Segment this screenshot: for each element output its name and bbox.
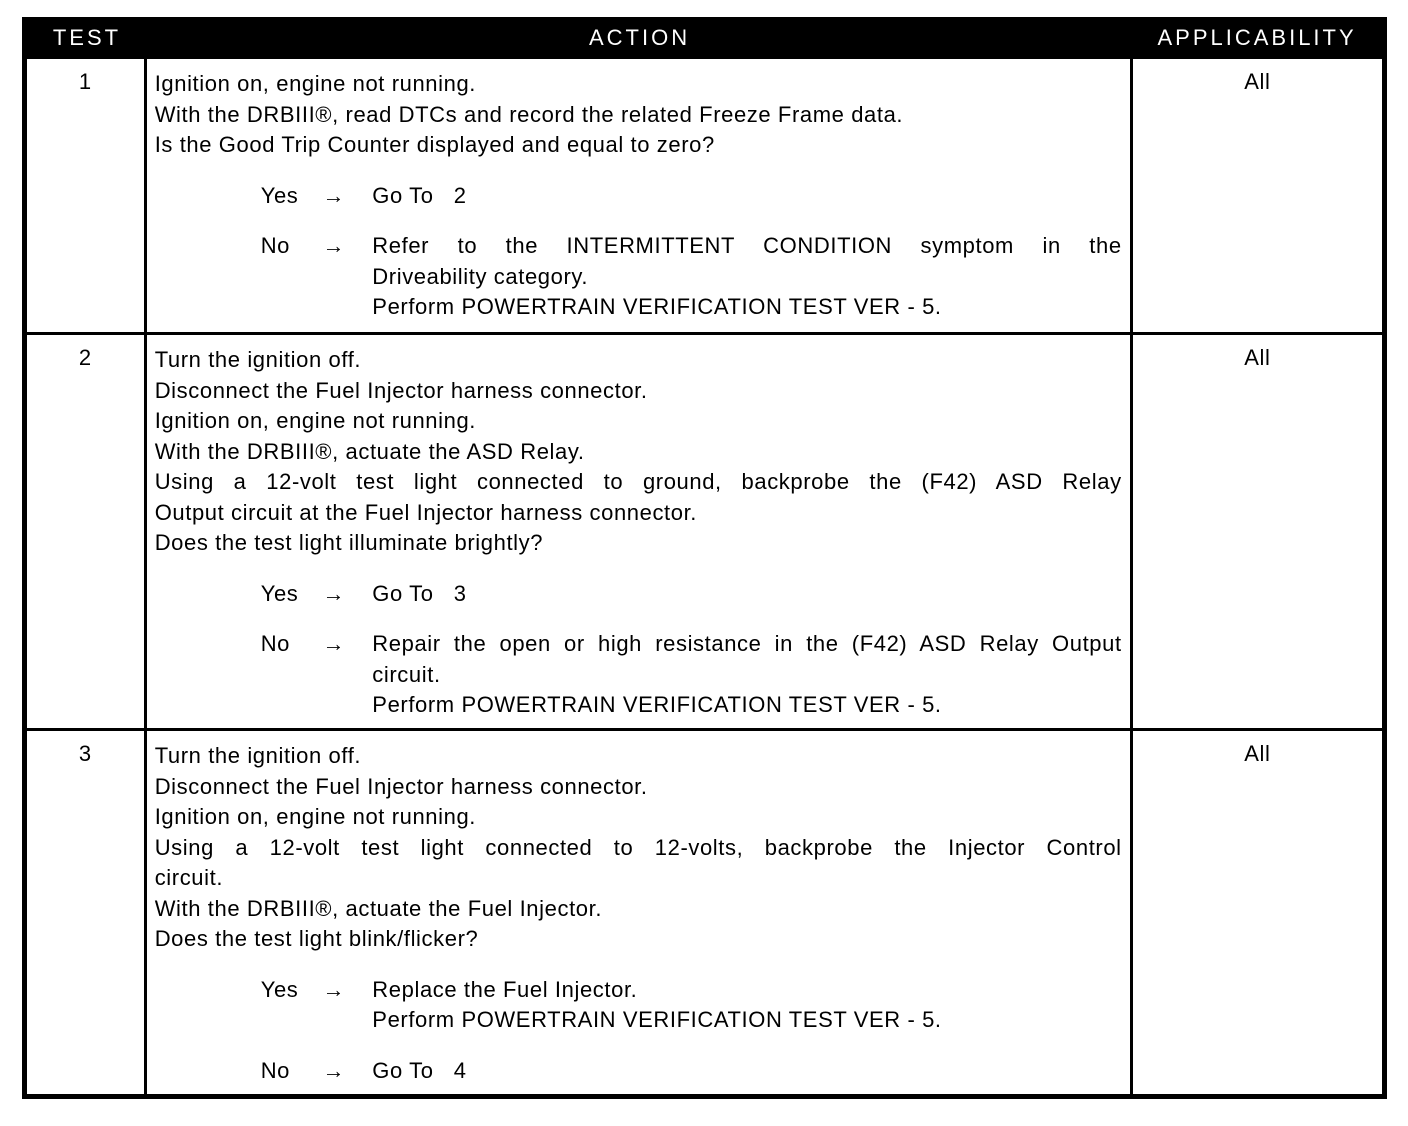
action-line: Does the test light blink/flicker? [154, 926, 479, 951]
action-line: Disconnect the Fuel Injector harness connector. [154, 377, 648, 403]
action-line: Disconnect the Fuel Injector harness connector. [154, 773, 648, 799]
applicability-value: All [1244, 69, 1271, 94]
no-answer [155, 629, 1122, 721]
yes-label: Yes [260, 976, 299, 1002]
action-cell [147, 731, 1133, 1094]
no-label: No [260, 631, 291, 656]
test-number: 3 [27, 731, 147, 1094]
table-header [27, 17, 1382, 59]
action-line: With the DRBIII®, read DTCs and record the related Freeze Frame data. [154, 101, 904, 127]
no-answer [155, 1056, 1122, 1087]
arrow-icon: → [322, 580, 346, 606]
action-cell [147, 335, 1133, 728]
action-cell [147, 59, 1133, 332]
arrow-icon: → [322, 233, 346, 258]
action-line: Output circuit at the Fuel Injector harness connector. [154, 499, 698, 525]
yes-answer [155, 975, 1122, 1036]
action-line: Using a 12-volt test light connected to ground, backprobe the (F42) ASD Relay [154, 469, 1122, 494]
action-line: Turn the ignition off. [154, 347, 362, 372]
no-result: Go To 4 [372, 1057, 467, 1083]
action-line: With the DRBIII®, actuate the ASD Relay. [154, 438, 585, 464]
yes-result: Replace the Fuel Injector. [372, 976, 638, 1002]
action-line: Does the test light illuminate brightly? [154, 530, 544, 555]
action-line: circuit. [154, 865, 224, 890]
arrow-icon: → [322, 631, 346, 656]
action-line: With the DRBIII®, actuate the Fuel Injector. [154, 895, 603, 921]
header-action: ACTION [588, 25, 691, 50]
test-number: 1 [27, 59, 147, 332]
table-row [27, 728, 1382, 1094]
table-row [27, 59, 1382, 332]
yes-answer [155, 181, 1122, 212]
no-label: No [260, 233, 291, 258]
yes-result: Go To 3 [372, 580, 467, 606]
arrow-icon: → [322, 1057, 346, 1083]
no-result: Repair the open or high resistance in the (F42) ASD Relay Output [372, 631, 1122, 656]
action-line: Is the Good Trip Counter displayed and equal to zero? [154, 132, 715, 157]
arrow-icon: → [322, 182, 346, 208]
action-line: Turn the ignition off. [154, 743, 362, 768]
header-test: TEST [52, 25, 122, 50]
yes-label: Yes [260, 182, 299, 208]
no-result: Perform POWERTRAIN VERIFICATION TEST VER - 5. [372, 692, 942, 717]
no-result: Driveability category. [372, 263, 589, 289]
no-result: Perform POWERTRAIN VERIFICATION TEST VER - 5. [372, 294, 942, 319]
no-result: circuit. [372, 661, 441, 687]
applicability-value: All [1244, 345, 1271, 370]
test-number: 2 [27, 335, 147, 728]
yes-label: Yes [260, 580, 299, 606]
action-line: Using a 12-volt test light connected to 12-volts, backprobe the Injector Control [154, 834, 1122, 860]
action-line: Ignition on, engine not running. [154, 804, 477, 829]
diagnostic-test-table [22, 17, 1387, 1099]
yes-result: Perform POWERTRAIN VERIFICATION TEST VER - 5. [372, 1007, 942, 1032]
action-line: Ignition on, engine not running. [154, 408, 477, 433]
action-line: Ignition on, engine not running. [154, 71, 477, 96]
applicability-value: All [1244, 741, 1271, 766]
no-result: Refer to the INTERMITTENT CONDITION symptom in the [372, 233, 1122, 258]
yes-answer [155, 579, 1122, 610]
arrow-icon: → [322, 976, 346, 1002]
header-applicability: APPLICABILITY [1157, 25, 1357, 50]
yes-result: Go To 2 [372, 182, 467, 208]
no-label: No [260, 1057, 291, 1083]
no-answer [155, 231, 1122, 323]
table-row [27, 332, 1382, 728]
